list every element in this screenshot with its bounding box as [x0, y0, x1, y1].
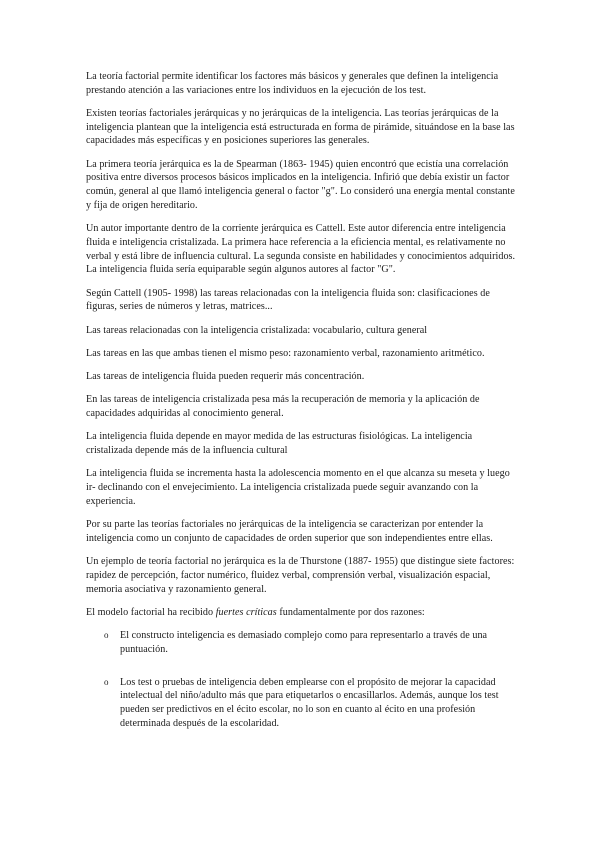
paragraph: Un autor importante dentro de la corriente jerárquica es Cattell. Este autor diferencia entre inteligencia fluida e inteligencia cristalizada. La primera hace referencia a la eficiencia mental, es relativamente no verbal y está libre de influencia cultural. La segunda consiste en habilidades y conocimientos adquiridos. La inteligencia fluida sería equiparable según algunos autores al factor "G". — [86, 223, 516, 276]
list-item-text: El constructo inteligencia es demasiado complejo como para representarlo a través de una puntuación. — [120, 630, 488, 655]
intro-emphasis: fuertes críticas — [215, 606, 277, 618]
paragraph: Existen teorías factoriales jerárquicas y no jerárquicas de la inteligencia. Las teorías jerárquicas de la inteligencia plantean que la inteligencia está estructurada en forma de pirámide, situándose en la base las capacidades más específicas y en posiciones superiores las generales. — [86, 108, 515, 147]
list-item — [86, 676, 516, 731]
paragraph: La inteligencia fluida depende en mayor medida de las estructuras fisiológicas. La inteligencia cristalizada depende más de la influencia cultural — [86, 431, 473, 457]
paragraph: La inteligencia fluida se incrementa hasta la adolescencia momento en el que alcanza su meseta y luego ir- declinando con el envejecimiento. La inteligencia cristalizada puede seguir avanzando con la experiencia. — [86, 468, 510, 507]
paragraph: La teoría factorial permite identificar los factores más básicos y generales que definen la inteligencia prestando atención a las variaciones entre los individuos en la ejecución de los test. — [86, 71, 499, 96]
criticism-intro — [86, 606, 516, 620]
paragraph: Un ejemplo de teoría factorial no jerárquica es la de Thurstone (1887- 1955) que distingue siete factores: rapidez de percepción, factor numérico, fluidez verbal, comprensión verbal, visualización espacial, memoria asociativa y razonamiento general. — [86, 556, 515, 595]
paragraph: Las tareas en las que ambas tienen el mismo peso: razonamiento verbal, razonamiento aritmético. — [86, 347, 485, 359]
bullet-marker: o — [104, 676, 109, 687]
document-page — [86, 70, 516, 749]
list-item-text: Los test o pruebas de inteligencia deben emplearse con el propósito de mejorar la capacidad intelectual del niño/adulto más que para etiquetarlos o encasillarlos. Además, aunque los test pueden ser predictivos en el écito escolar, no lo son en cuanto al écito en una profesión determinada después de la escolaridad. — [120, 676, 499, 729]
paragraph: En las tareas de inteligencia cristalizada pesa más la recuperación de memoria y la aplicación de capacidades adquiridas al conocimiento general. — [86, 394, 480, 420]
paragraph: Las tareas relacionadas con la inteligencia cristalizada: vocabulario, cultura general — [86, 324, 428, 336]
list-item — [86, 629, 516, 656]
bullet-marker: o — [104, 630, 109, 641]
criticism-list — [86, 629, 516, 730]
paragraph: Las tareas de inteligencia fluida pueden requerir más concentración. — [86, 371, 365, 383]
intro-text-before: El modelo factorial ha recibido — [86, 606, 216, 618]
paragraph: La primera teoría jerárquica es la de Spearman (1863- 1945) quien encontró que ecistía una correlación positiva entre diversos procesos básicos implicados en la inteligencia. Infirió que debía existir un factor común, general al que llamó inteligencia general o factor "g". Lo consideró una energía mental constante y fija de origen hereditario. — [86, 158, 515, 211]
paragraph: Según Cattell (1905- 1998) las tareas relacionadas con la inteligencia fluida son: clasificaciones de figuras, series de números y letras, matrices... — [86, 287, 490, 313]
paragraph: Por su parte las teorías factoriales no jerárquicas de la inteligencia se caracterizan por entender la inteligencia como un conjunto de capacidades de orden superior que son independientes entre ellas. — [86, 519, 493, 544]
intro-text-after: fundamentalmente por dos razones: — [276, 606, 425, 618]
